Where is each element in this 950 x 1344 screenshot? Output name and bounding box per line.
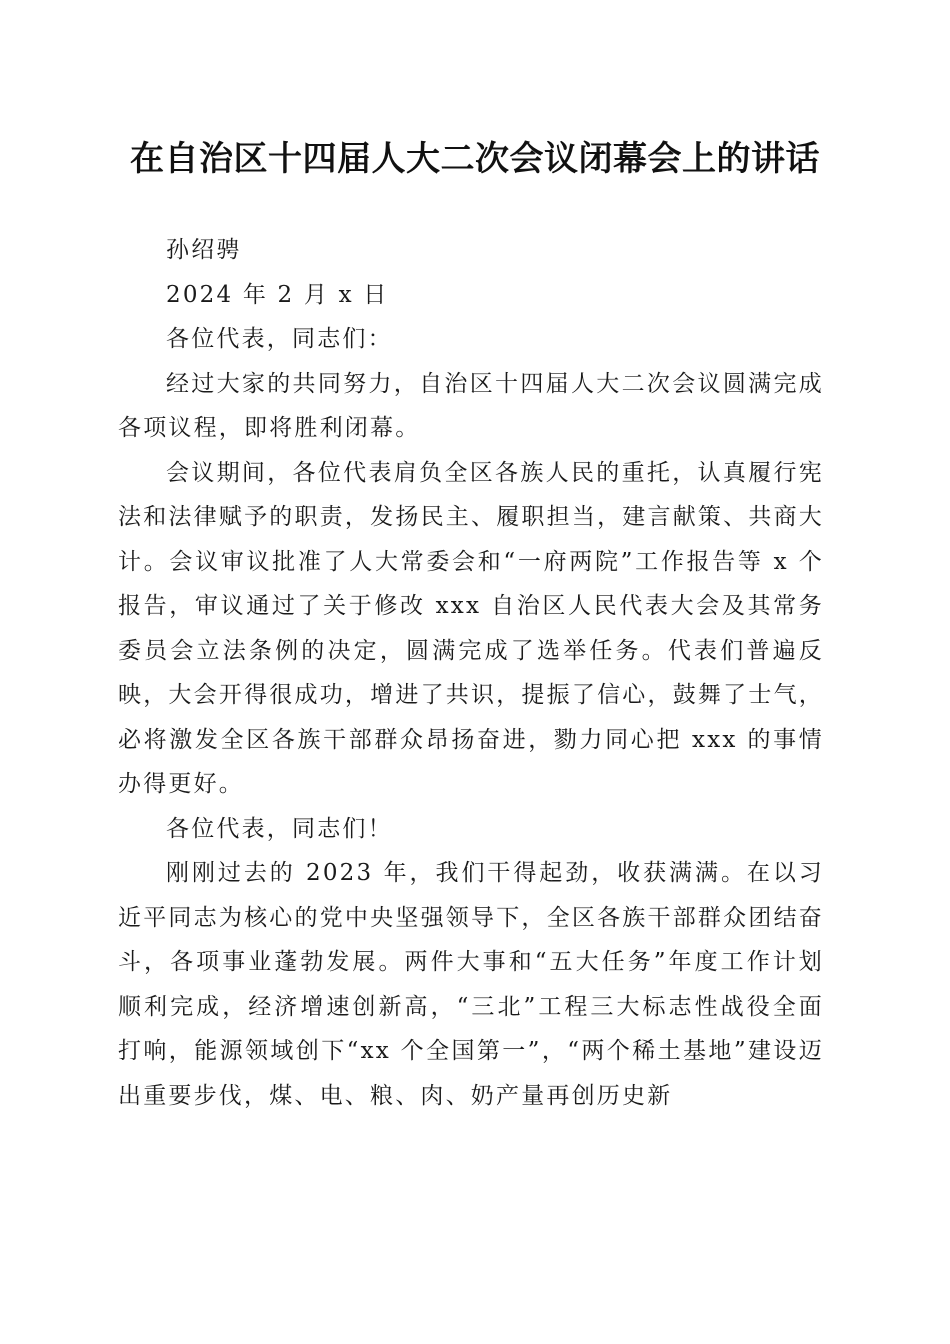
paragraph: 经过大家的共同努力，自治区十四届人大二次会议圆满完成各项议程，即将胜利闭幕。 [118, 370, 824, 441]
document-title: 在自治区十四届人大二次会议闭幕会上的讲话 [130, 139, 820, 179]
paragraph: 各位代表，同志们！ [166, 815, 393, 842]
document-body [118, 228, 824, 1118]
date-line: 2024 年 2 月 x 日 [166, 281, 389, 308]
paragraph: 刚刚过去的 2023 年，我们干得起劲，收获满满。在以习近平同志为核心的党中央坚强领导下，全区各族干部群众团结奋斗，各项事业蓬勃发展。两件大事和“五大任务”年度工作计划顺利完成，经济增速创新高，“三北”工程三大标志性战役全面打响，能源领域创下“xx 个全国第一”，“两个稀土基地”建设迈出重要步伐，煤、电、粮、肉、奶产量再创历史新 [118, 860, 824, 1109]
salutation: 各位代表，同志们： [166, 326, 393, 352]
author-line: 孙绍骋 [166, 237, 242, 263]
paragraph: 会议期间，各位代表肩负全区各族人民的重托，认真履行宪法和法律赋予的职责，发扬民主、履职担当，建言献策、共商大计。会议审议批准了人大常委会和“一府两院”工作报告等 x 个报告，审议通过了关于修改 xxx 自治区人民代表大会及其常务委员会立法条例的决定，圆满完成了选举任务。代表们普遍反映，大会开得很成功，增进了共识，提振了信心，鼓舞了士气，必将激发全区各族干部群众昂扬奋进，勠力同心把 xxx 的事情办得更好。 [118, 459, 824, 797]
